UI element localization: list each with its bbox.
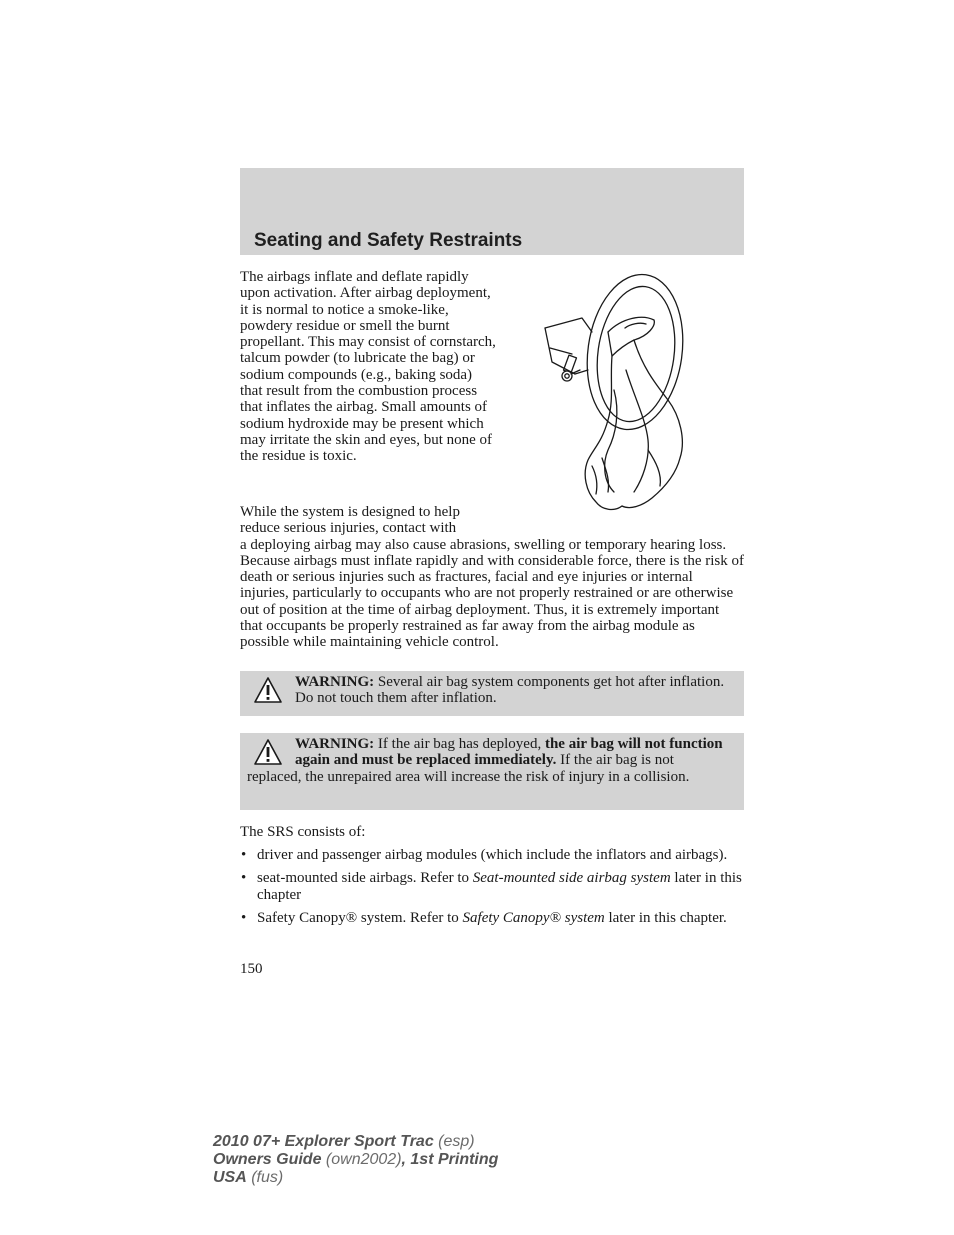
injury-risk-line-1: While the system is designed to help — [240, 504, 460, 520]
list-item — [240, 870, 744, 903]
list-item-text: driver and passenger airbag modules (which include the inflators and airbags). — [257, 847, 728, 863]
warning-emphasis: the air bag will not function again and must be replaced immediately. — [295, 736, 723, 769]
list-item-text-after: later in this chapter — [257, 870, 742, 903]
section-title: Seating and Safety Restraints — [254, 230, 523, 251]
bullet: • — [241, 870, 247, 887]
list-item-text: Safety Canopy® system. Refer to — [257, 909, 463, 926]
footer-region: USA — [213, 1169, 247, 1186]
warning-text-before: If the air bag has deployed, — [374, 736, 545, 752]
footer-model: 2010 07+ Explorer Sport Trac — [213, 1133, 434, 1150]
injury-risk-line-2: reduce serious injuries, contact with — [240, 520, 457, 537]
footer-printing: , 1st Printing — [401, 1151, 499, 1168]
injury-risk-paragraph — [240, 504, 744, 651]
srs-components-list — [240, 847, 744, 933]
footer-region-code: (fus) — [246, 1169, 284, 1186]
srs-intro: The SRS consists of: — [240, 824, 366, 840]
list-item — [240, 847, 744, 863]
cross-reference-safety-canopy: Safety Canopy® system — [462, 909, 605, 926]
list-item — [240, 910, 744, 926]
warning-label: WARNING: — [295, 674, 375, 690]
footer-model-code: (esp) — [433, 1133, 475, 1150]
warning-text-after: If the air bag is not replaced, the unrepaired area will increase the risk of injury in a collision. — [247, 752, 690, 785]
injury-risk-rest: a deploying airbag may also cause abrasions, swelling or temporary hearing loss. Because airbags must inflate rapidly and with considerable force, there is the risk of death or serious injuries such as fractures, facial and eye injuries or internal injuries, particularly to occupants who are not properly restrained or are otherwise out of position at the time of airbag deployment. Thus, it is extremely important that occupants be properly restrained as far away from the airbag module as possible while maintaining vehicle control. — [240, 536, 744, 651]
page-number: 150 — [240, 961, 263, 977]
warning-label: WARNING: — [295, 736, 375, 752]
steering-wheel-airbag-illustration — [530, 270, 695, 515]
list-item-text: seat-mounted side airbags. Refer to — [257, 870, 473, 887]
list-item-text-after: later in this chapter. — [604, 909, 727, 926]
warning-box-hot-components — [240, 671, 744, 716]
warning-triangle-icon — [253, 738, 283, 766]
footer-guide: Owners Guide — [213, 1151, 322, 1168]
warning-triangle-icon — [253, 676, 283, 704]
footer-guide-code: (own2002) — [321, 1151, 402, 1168]
document-footer — [213, 1133, 498, 1187]
section-header-band — [240, 168, 744, 255]
warning-text: Several air bag system components get hot after inflation. Do not touch them after inflation. — [295, 674, 725, 707]
cross-reference-side-airbag: Seat-mounted side airbag system — [472, 870, 671, 887]
warning-box-replace-airbag — [240, 733, 744, 810]
airbag-residue-paragraph: The airbags inflate and deflate rapidly upon activation. After airbag deployment, it is normal to notice a smoke-like, powdery residue or smell the burnt propellant. This may consist of cornstarch, talcum powder (to lubricate the bag) or sodium compounds (e.g., baking soda) that result from the combustion process that inflates the airbag. Small amounts of sodium hydroxide may be present which may irritate the skin and eyes, but none of the residue is toxic. — [240, 269, 496, 465]
bullet: • — [241, 847, 247, 863]
bullet: • — [241, 909, 247, 926]
